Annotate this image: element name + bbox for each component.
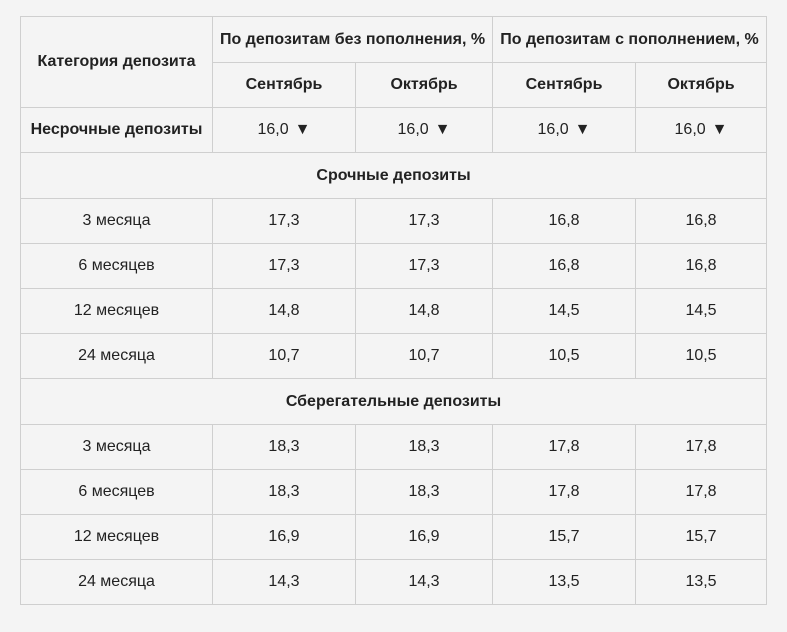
table-row	[21, 334, 767, 379]
section-row-savings	[21, 379, 767, 425]
rate-cell	[493, 108, 636, 153]
table-row	[21, 244, 767, 289]
down-triangle-icon: ▼	[574, 121, 591, 138]
rate-cell: 13,5	[636, 560, 767, 605]
row-label: 6 месяцев	[21, 470, 213, 515]
down-triangle-icon: ▼	[434, 121, 451, 138]
rate-cell: 14,8	[213, 289, 356, 334]
row-label: 12 месяцев	[21, 515, 213, 560]
section-row-term	[21, 153, 767, 199]
rate-cell: 18,3	[356, 470, 493, 515]
rate-cell: 14,3	[213, 560, 356, 605]
rate-cell: 17,8	[636, 470, 767, 515]
rate-cell	[213, 108, 356, 153]
rate-cell: 16,8	[493, 244, 636, 289]
rate-cell: 15,7	[493, 515, 636, 560]
rate-cell: 16,9	[213, 515, 356, 560]
table-row	[21, 560, 767, 605]
rate-cell: 17,8	[636, 425, 767, 470]
rate-value: 16,0	[674, 121, 706, 138]
deposit-rates-table	[20, 16, 767, 605]
rate-cell: 18,3	[213, 425, 356, 470]
table-row	[21, 470, 767, 515]
rate-cell: 10,5	[636, 334, 767, 379]
rate-cell: 18,3	[213, 470, 356, 515]
down-triangle-icon: ▼	[294, 121, 311, 138]
rate-cell: 16,9	[356, 515, 493, 560]
table-row-demand	[21, 108, 767, 153]
header-category: Категория депозита	[21, 17, 213, 108]
table-row	[21, 289, 767, 334]
down-triangle-icon: ▼	[711, 121, 728, 138]
rate-cell: 17,8	[493, 425, 636, 470]
rate-value: 16,0	[397, 121, 429, 138]
table-row	[21, 425, 767, 470]
row-label: 3 месяца	[21, 425, 213, 470]
rate-cell: 17,3	[213, 199, 356, 244]
header-month: Октябрь	[636, 63, 767, 108]
header-month: Сентябрь	[213, 63, 356, 108]
rate-cell: 14,5	[636, 289, 767, 334]
row-label: 12 месяцев	[21, 289, 213, 334]
rate-cell: 14,8	[356, 289, 493, 334]
rate-cell	[356, 108, 493, 153]
rate-cell: 15,7	[636, 515, 767, 560]
rate-cell: 16,8	[636, 244, 767, 289]
rate-cell: 16,8	[636, 199, 767, 244]
row-label: Несрочные депозиты	[21, 108, 213, 153]
row-label: 3 месяца	[21, 199, 213, 244]
rate-cell: 17,3	[213, 244, 356, 289]
section-title: Срочные депозиты	[21, 153, 767, 199]
header-group-with-replenishment: По депозитам с пополнением, %	[493, 17, 767, 63]
header-month: Октябрь	[356, 63, 493, 108]
header-group-without-replenishment: По депозитам без пополнения, %	[213, 17, 493, 63]
rate-cell: 16,8	[493, 199, 636, 244]
rate-cell: 14,3	[356, 560, 493, 605]
table-row	[21, 515, 767, 560]
row-label: 24 месяца	[21, 334, 213, 379]
rate-cell: 13,5	[493, 560, 636, 605]
rate-value: 16,0	[257, 121, 289, 138]
row-label: 24 месяца	[21, 560, 213, 605]
section-title: Сберегательные депозиты	[21, 379, 767, 425]
rate-cell: 10,7	[213, 334, 356, 379]
row-label: 6 месяцев	[21, 244, 213, 289]
rate-cell: 18,3	[356, 425, 493, 470]
rate-cell: 14,5	[493, 289, 636, 334]
header-month: Сентябрь	[493, 63, 636, 108]
rate-value: 16,0	[537, 121, 569, 138]
table-row	[21, 199, 767, 244]
rate-cell: 17,3	[356, 244, 493, 289]
rate-cell: 17,3	[356, 199, 493, 244]
rate-cell: 17,8	[493, 470, 636, 515]
rate-cell: 10,7	[356, 334, 493, 379]
rate-cell: 10,5	[493, 334, 636, 379]
header-row-groups	[21, 17, 767, 63]
rate-cell	[636, 108, 767, 153]
